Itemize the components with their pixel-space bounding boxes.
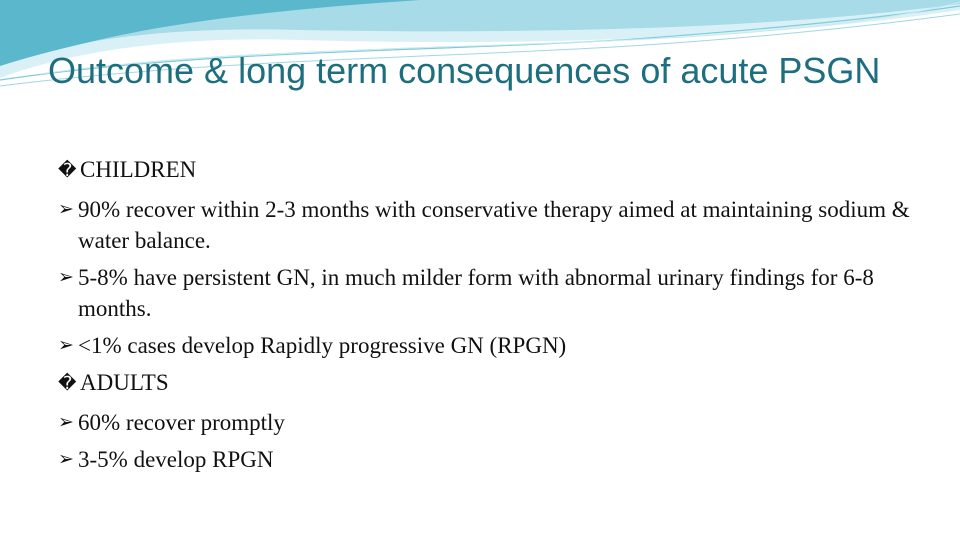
- arrowhead-bullet-icon: ➢: [58, 267, 74, 288]
- section-heading-children: [58, 154, 918, 185]
- bullet-item: [58, 330, 918, 361]
- section-heading-label: ADULTS: [80, 370, 169, 395]
- section-heading-label: CHILDREN: [80, 157, 197, 182]
- bullet-text: 5-8% have persistent GN, in much milder form with abnormal urinary findings for 6-8 months.: [78, 265, 874, 321]
- unknown-glyph-icon: �: [58, 373, 77, 393]
- bullet-text: 60% recover promptly: [78, 410, 285, 435]
- unknown-glyph-icon: �: [58, 160, 77, 180]
- bullet-item: [58, 407, 918, 438]
- bullet-item: [58, 194, 918, 256]
- slide-body: [58, 154, 918, 481]
- bullet-text: <1% cases develop Rapidly progressive GN (RPGN): [78, 333, 567, 358]
- arrowhead-bullet-icon: ➢: [58, 449, 74, 470]
- bullet-text: 3-5% develop RPGN: [78, 447, 274, 472]
- arrowhead-bullet-icon: ➢: [58, 335, 74, 356]
- bullet-text: 90% recover within 2-3 months with conservative therapy aimed at maintaining sodium & water balance.: [78, 197, 910, 253]
- slide-title: Outcome & long term consequences of acute PSGN: [48, 50, 881, 91]
- bullet-item: [58, 444, 918, 475]
- section-heading-adults: [58, 367, 918, 398]
- bullet-item: [58, 262, 918, 324]
- arrowhead-bullet-icon: ➢: [58, 199, 74, 220]
- arrowhead-bullet-icon: ➢: [58, 412, 74, 433]
